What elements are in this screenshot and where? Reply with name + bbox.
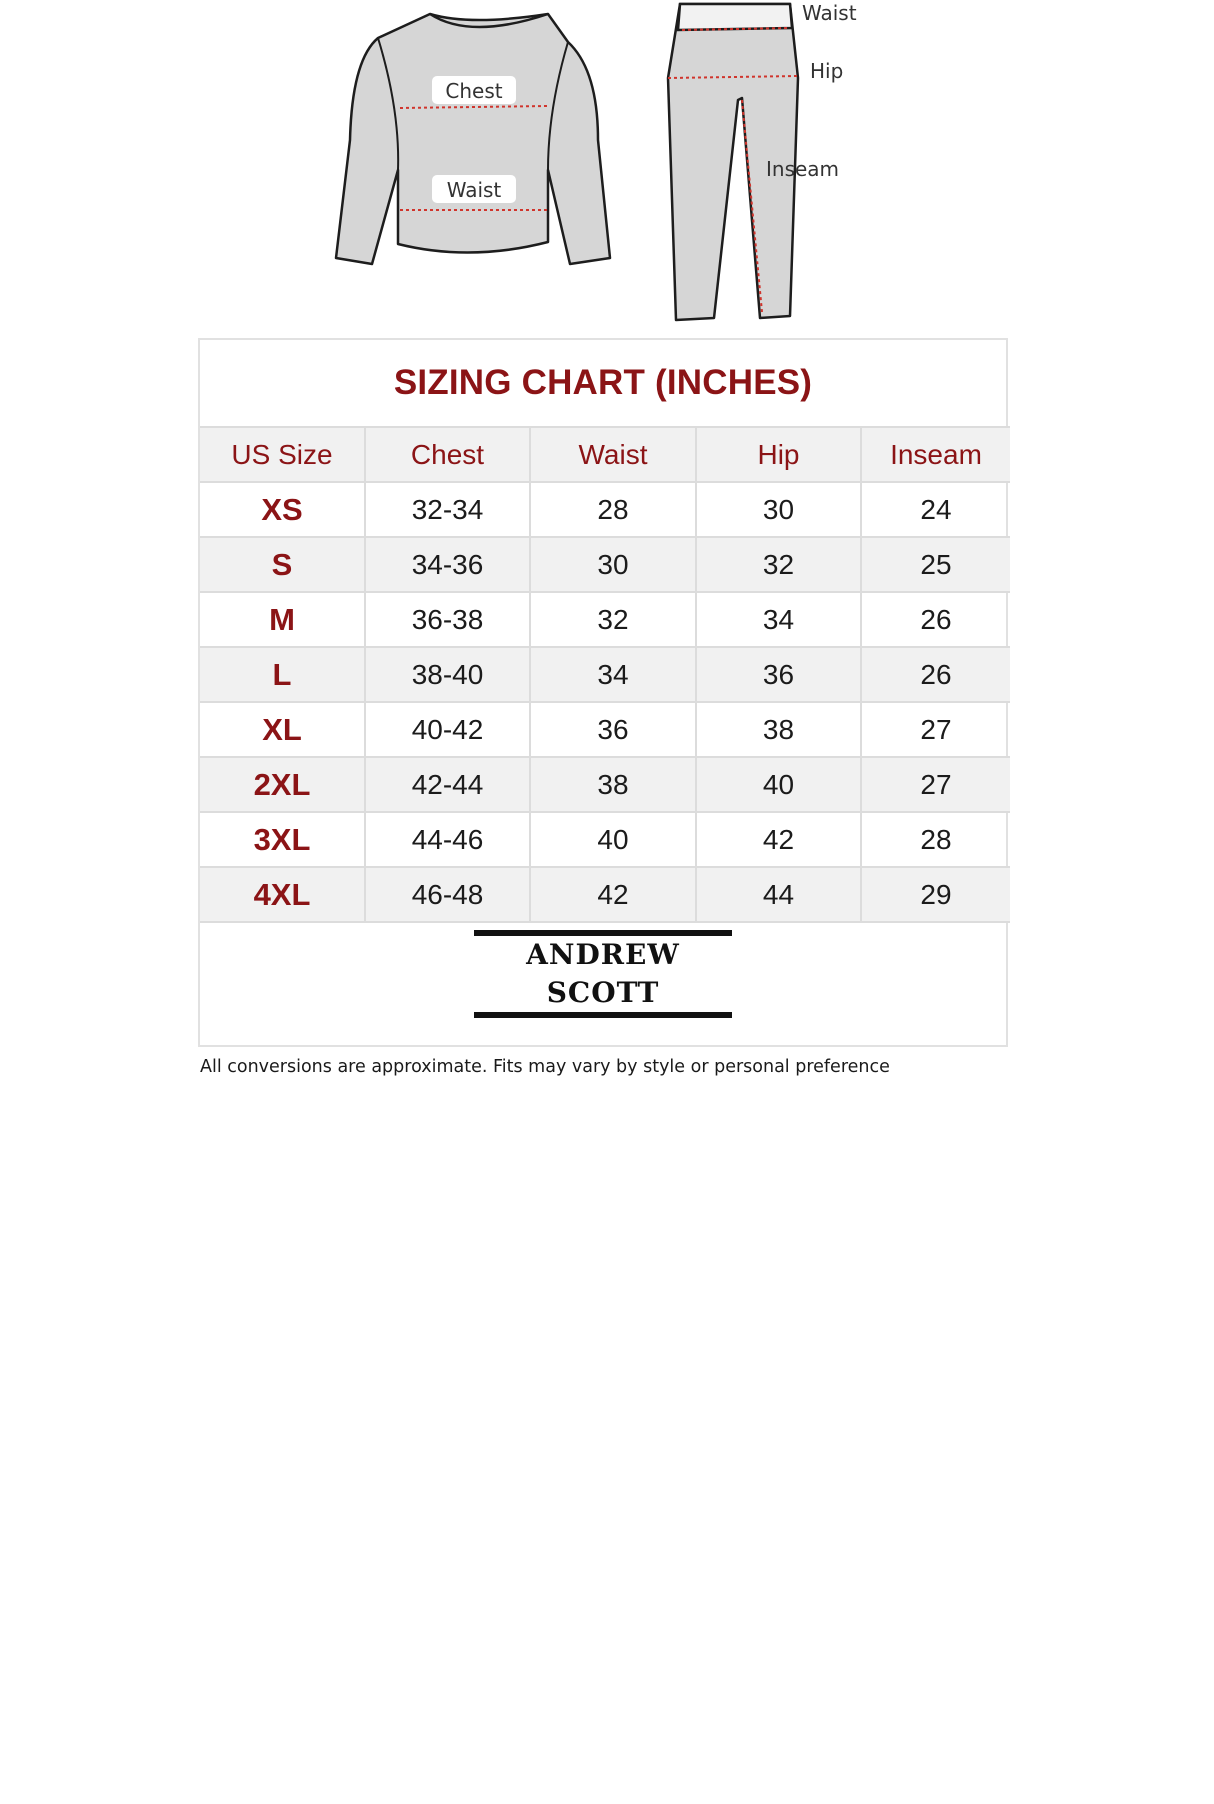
shirt-chest-label: Chest bbox=[445, 79, 503, 103]
table-row bbox=[200, 537, 1010, 592]
chest-cell: 44-46 bbox=[365, 812, 530, 867]
chest-cell: 32-34 bbox=[365, 482, 530, 537]
pants-illustration bbox=[668, 1, 857, 320]
table-row bbox=[200, 592, 1010, 647]
size-cell: 2XL bbox=[200, 757, 365, 812]
inseam-cell: 26 bbox=[861, 592, 1010, 647]
header-us-size: US Size bbox=[200, 427, 365, 482]
inseam-cell: 27 bbox=[861, 702, 1010, 757]
header-hip: Hip bbox=[696, 427, 861, 482]
table-row bbox=[200, 482, 1010, 537]
brand-logo bbox=[474, 930, 732, 1018]
chest-cell: 38-40 bbox=[365, 647, 530, 702]
chest-cell: 40-42 bbox=[365, 702, 530, 757]
hip-cell: 36 bbox=[696, 647, 861, 702]
inseam-cell: 28 bbox=[861, 812, 1010, 867]
pants-inseam-label: Inseam bbox=[766, 157, 840, 181]
size-cell: S bbox=[200, 537, 365, 592]
chart-title: SIZING CHART (INCHES) bbox=[393, 363, 813, 402]
size-cell: L bbox=[200, 647, 365, 702]
header-chest: Chest bbox=[365, 427, 530, 482]
waist-cell: 36 bbox=[530, 702, 696, 757]
brand-area bbox=[200, 903, 1006, 1045]
garment-illustrations bbox=[0, 0, 1214, 330]
waist-cell: 28 bbox=[530, 482, 696, 537]
table-row bbox=[200, 647, 1010, 702]
waist-cell: 40 bbox=[530, 812, 696, 867]
pants-waist-label: Waist bbox=[802, 1, 857, 25]
hip-cell: 38 bbox=[696, 702, 861, 757]
inseam-cell: 29 bbox=[861, 867, 1010, 922]
size-cell: XL bbox=[200, 702, 365, 757]
hip-cell: 32 bbox=[696, 537, 861, 592]
chest-cell: 46-48 bbox=[365, 867, 530, 922]
waist-cell: 30 bbox=[530, 537, 696, 592]
waist-cell: 42 bbox=[530, 867, 696, 922]
chest-cell: 42-44 bbox=[365, 757, 530, 812]
table-row bbox=[200, 702, 1010, 757]
waist-cell: 34 bbox=[530, 647, 696, 702]
table-row bbox=[200, 757, 1010, 812]
chest-cell: 36-38 bbox=[365, 592, 530, 647]
disclaimer-text: All conversions are approximate. Fits may vary by style or personal preference bbox=[200, 1057, 890, 1077]
sizing-chart bbox=[198, 338, 1008, 1047]
hip-cell: 30 bbox=[696, 482, 861, 537]
header-inseam: Inseam bbox=[861, 427, 1010, 482]
table-row bbox=[200, 812, 1010, 867]
pants-hip-label: Hip bbox=[810, 59, 844, 83]
chest-cell: 34-36 bbox=[365, 537, 530, 592]
logo-bottom-bar bbox=[474, 1012, 732, 1018]
hip-cell: 34 bbox=[696, 592, 861, 647]
waist-cell: 32 bbox=[530, 592, 696, 647]
shirt-waist-label: Waist bbox=[446, 178, 502, 202]
inseam-cell: 26 bbox=[861, 647, 1010, 702]
inseam-cell: 25 bbox=[861, 537, 1010, 592]
inseam-cell: 24 bbox=[861, 482, 1010, 537]
brand-name: ANDREW SCOTT bbox=[526, 938, 680, 1009]
shirt-illustration bbox=[336, 14, 610, 264]
header-waist: Waist bbox=[530, 427, 696, 482]
hip-cell: 40 bbox=[696, 757, 861, 812]
garment-diagram bbox=[0, 0, 1214, 330]
hip-cell: 42 bbox=[696, 812, 861, 867]
table-header-row bbox=[200, 427, 1010, 482]
size-cell: XS bbox=[200, 482, 365, 537]
size-cell: M bbox=[200, 592, 365, 647]
inseam-cell: 27 bbox=[861, 757, 1010, 812]
size-cell: 4XL bbox=[200, 867, 365, 922]
size-cell: 3XL bbox=[200, 812, 365, 867]
waist-cell: 38 bbox=[530, 757, 696, 812]
size-table bbox=[200, 426, 1010, 923]
hip-cell: 44 bbox=[696, 867, 861, 922]
